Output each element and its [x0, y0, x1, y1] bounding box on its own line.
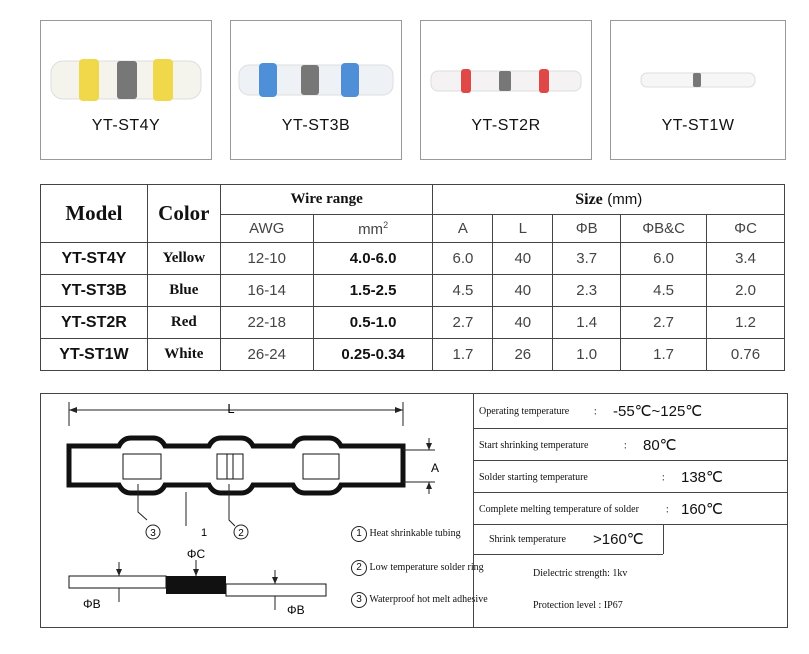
header-size-label: Size — [575, 190, 603, 208]
band-right — [341, 63, 359, 97]
header-model: Model — [41, 185, 148, 243]
product-model-label: YT-ST4Y — [91, 117, 161, 134]
product-model-label: YT-ST2R — [471, 117, 541, 134]
svg-text:2: 2 — [238, 528, 244, 539]
cell-model: YT-ST3B — [41, 275, 148, 307]
cell-mm2: 0.5-1.0 — [313, 307, 433, 339]
property-operating-temp: Operating temperature ： -55℃~125℃ — [473, 394, 787, 429]
product-card-yt-st4y — [40, 20, 212, 160]
cell-mm2: 4.0-6.0 — [313, 243, 433, 275]
label-a: A — [431, 461, 440, 475]
solder-ring-shape — [217, 454, 243, 479]
cell-color: Yellow — [147, 243, 220, 275]
connector-photo — [611, 41, 785, 116]
property-protection: Protection level : IP67 — [533, 600, 623, 611]
header-wire-range: Wire range — [220, 185, 433, 215]
table-row — [41, 339, 785, 371]
product-image-yt-st4y — [41, 41, 211, 116]
cell-phi-b: 2.3 — [553, 275, 621, 307]
cell-phi-bc: 6.0 — [621, 243, 707, 275]
cell-color: Red — [147, 307, 220, 339]
cell-model: YT-ST1W — [41, 339, 148, 371]
cell-awg: 16-14 — [220, 275, 313, 307]
table-row — [41, 275, 785, 307]
legend-item-3: 3 Waterproof hot melt adhesive — [351, 592, 488, 608]
properties-panel — [473, 394, 787, 627]
property-start-shrink: Start shrinking temperature ： 80℃ — [473, 428, 787, 461]
header-size-unit: (mm) — [607, 190, 643, 208]
cell-phi-bc: 4.5 — [621, 275, 707, 307]
band-left — [461, 69, 471, 93]
spec-rows — [41, 243, 785, 371]
header-mm2 — [313, 215, 433, 243]
cell-phi-c: 2.0 — [707, 275, 785, 307]
product-model-label: YT-ST1W — [661, 117, 735, 134]
cell-model: YT-ST4Y — [41, 243, 148, 275]
cell-l: 40 — [493, 243, 553, 275]
cell-mm2: 0.25-0.34 — [313, 339, 433, 371]
product-model-label: YT-ST3B — [281, 117, 351, 134]
product-image-yt-st1w — [611, 41, 785, 116]
header-mm2-text: mm — [358, 220, 384, 238]
solder-ring — [499, 71, 511, 91]
marker-1-label: 1 — [201, 527, 208, 539]
header-color: Color — [147, 185, 220, 243]
header-phi-b: ΦB — [553, 215, 621, 243]
cell-phi-c: 1.2 — [707, 307, 785, 339]
header-phi-c: ΦC — [707, 215, 785, 243]
cell-phi-c: 0.76 — [707, 339, 785, 371]
product-image-yt-st2r — [421, 41, 591, 116]
table-row — [41, 307, 785, 339]
cell-color: Blue — [147, 275, 220, 307]
product-card-yt-st3b — [230, 20, 402, 160]
cell-a: 2.7 — [433, 307, 493, 339]
header-size — [433, 185, 785, 215]
cell-awg: 26-24 — [220, 339, 313, 371]
solder-joint — [166, 576, 226, 594]
legend-item-1: 1 Heat shrinkable tubing — [351, 526, 461, 542]
cell-l: 40 — [493, 275, 553, 307]
wire-left — [69, 576, 166, 588]
adhesive-ring-left — [123, 454, 161, 479]
header-phi-bc: ΦB&C — [621, 215, 707, 243]
solder-ring — [693, 73, 701, 87]
header-l: L — [493, 215, 553, 243]
table-row — [41, 243, 785, 275]
property-solder-start: Solder starting temperature ： 138℃ — [473, 460, 787, 493]
cell-a: 6.0 — [433, 243, 493, 275]
header-mm2-sup: 2 — [383, 219, 389, 230]
cell-a: 4.5 — [433, 275, 493, 307]
label-phi-b-right: ΦB — [287, 603, 305, 617]
product-image-yt-st3b — [231, 41, 401, 116]
header-awg: AWG — [220, 215, 313, 243]
band-left — [79, 59, 99, 101]
cell-l: 40 — [493, 307, 553, 339]
cell-a: 1.7 — [433, 339, 493, 371]
header-a: A — [433, 215, 493, 243]
band-right — [539, 69, 549, 93]
cell-awg: 22-18 — [220, 307, 313, 339]
cell-phi-b: 1.0 — [553, 339, 621, 371]
cell-phi-c: 3.4 — [707, 243, 785, 275]
product-card-yt-st2r — [420, 20, 592, 160]
cell-color: White — [147, 339, 220, 371]
legend-item-2: 2 Low temperature solder ring — [351, 560, 484, 576]
cell-awg: 12-10 — [220, 243, 313, 275]
band-left — [259, 63, 277, 97]
cell-l: 26 — [493, 339, 553, 371]
cell-phi-bc: 2.7 — [621, 307, 707, 339]
solder-ring — [117, 61, 137, 99]
property-dielectric: Dielectric strength: 1kv — [533, 568, 628, 579]
connector-photo — [231, 41, 401, 116]
cell-mm2: 1.5-2.5 — [313, 275, 433, 307]
spec-table — [40, 184, 785, 371]
svg-text:3: 3 — [150, 528, 156, 539]
label-l: L — [227, 401, 235, 416]
band-right — [153, 59, 173, 101]
connector-photo — [41, 41, 211, 116]
cell-phi-b: 3.7 — [553, 243, 621, 275]
cell-model: YT-ST2R — [41, 307, 148, 339]
property-shrink-temp: Shrink temperature >160℃ — [473, 524, 663, 555]
connector-photo — [421, 41, 591, 116]
solder-ring — [301, 65, 319, 95]
product-card-yt-st1w — [610, 20, 786, 160]
wire-right — [226, 584, 326, 596]
label-phi-c: ΦC — [186, 547, 206, 561]
cell-phi-b: 1.4 — [553, 307, 621, 339]
label-phi-b-left: ΦB — [83, 597, 101, 611]
property-complete-melting: Complete melting temperature of solder ： 160℃ — [473, 492, 787, 525]
technical-diagram — [40, 393, 788, 628]
adhesive-ring-right — [303, 454, 339, 479]
cell-phi-bc: 1.7 — [621, 339, 707, 371]
